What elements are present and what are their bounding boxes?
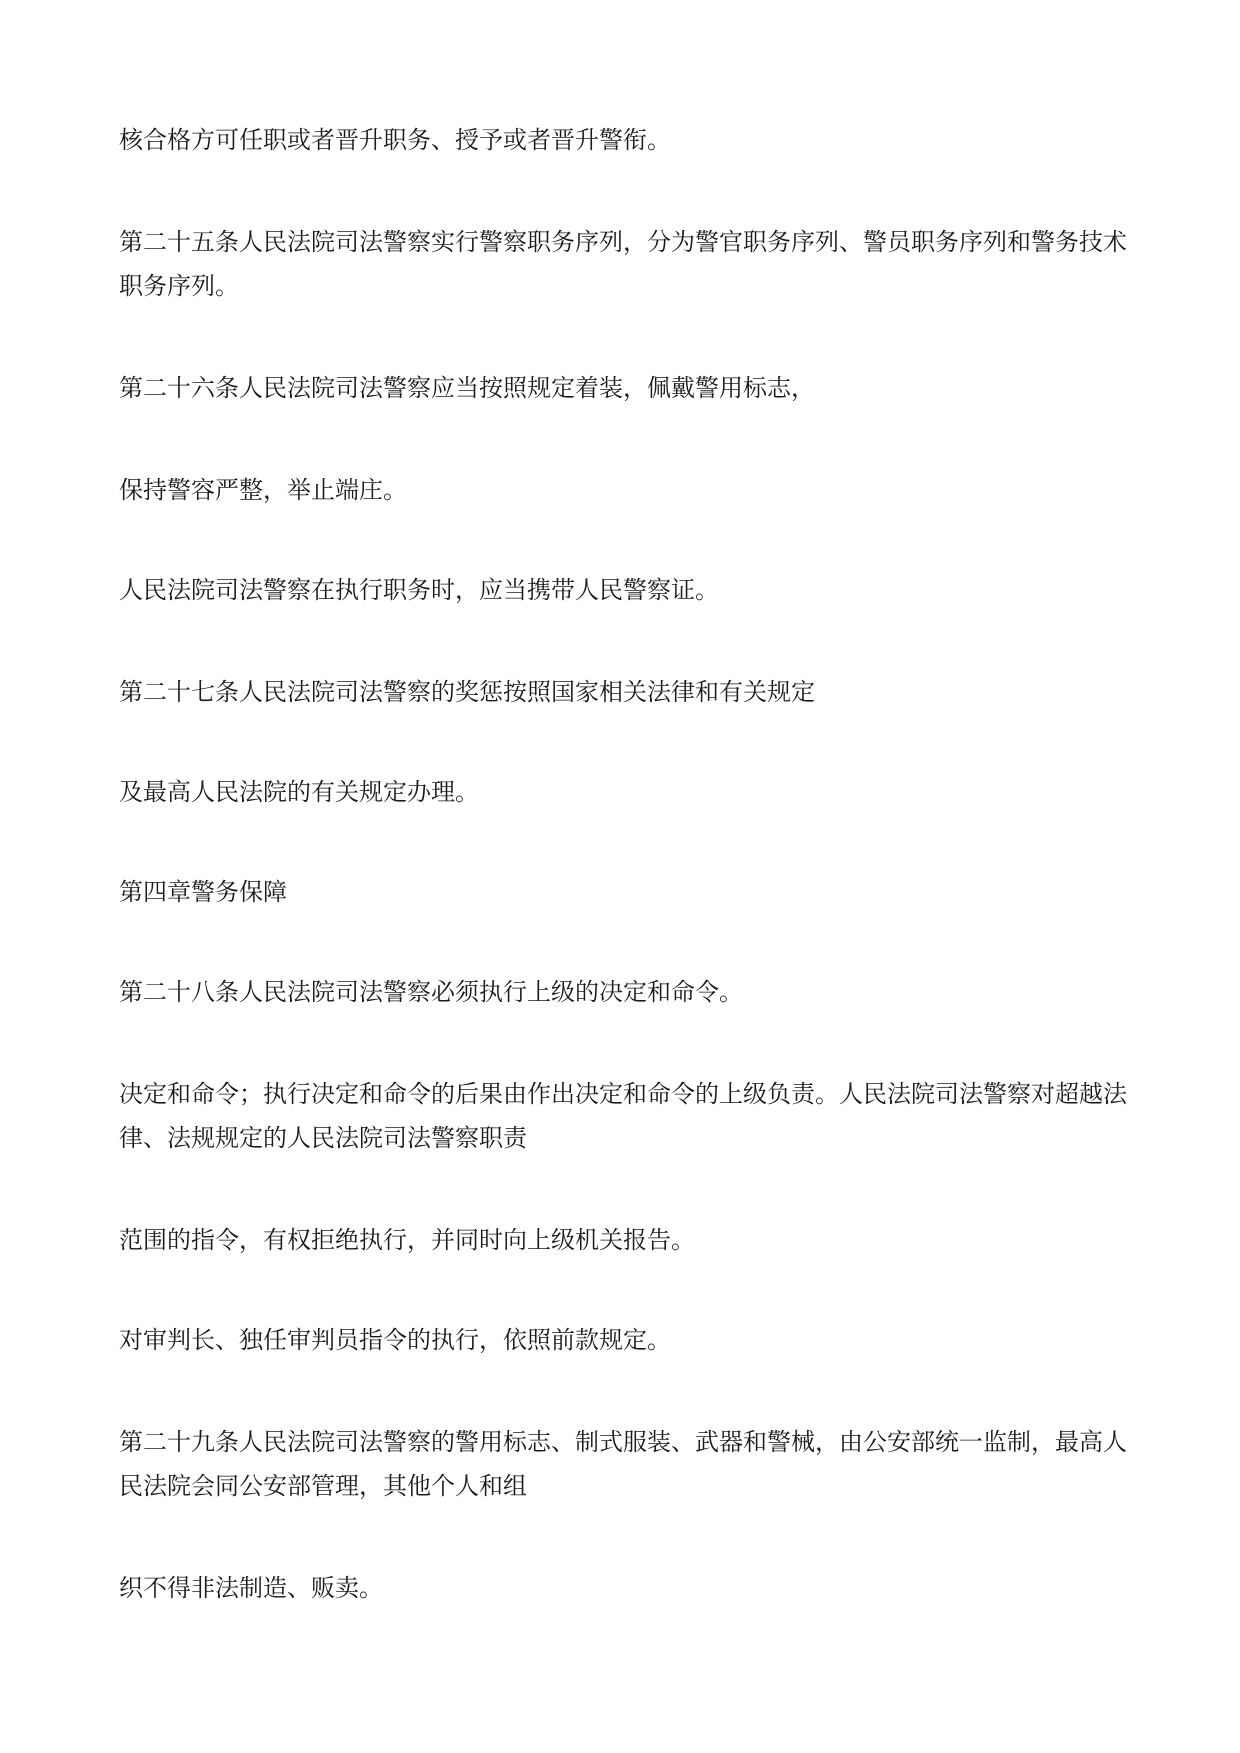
- chapter-heading: 第四章警务保障: [119, 878, 287, 906]
- paragraph-7: 及最高人民法院的有关规定办理。: [119, 778, 479, 806]
- paragraph-article-27: 第二十七条人民法院司法警察的奖惩按照国家相关法律和有关规定: [119, 678, 815, 706]
- paragraph-article-29: 第二十九条人民法院司法警察的警用标志、制式服装、武器和警械，由公安部统一监制，最高人民法院会同公安部管理，其他个人和组: [119, 1428, 1127, 1500]
- paragraph-article-25: 第二十五条人民法院司法警察实行警察职务序列，分为警官职务序列、警员职务序列和警务技术职务序列。: [119, 228, 1127, 300]
- paragraph-1: 核合格方可任职或者晋升职务、授予或者晋升警衔。: [119, 126, 671, 154]
- paragraph-12: 对审判长、独任审判员指令的执行，依照前款规定。: [119, 1326, 671, 1354]
- paragraph-5: 人民法院司法警察在执行职务时，应当携带人民警察证。: [119, 576, 719, 604]
- paragraph-11: 范围的指令，有权拒绝执行，并同时向上级机关报告。: [119, 1226, 695, 1254]
- paragraph-4: 保持警容严整，举止端庄。: [119, 476, 407, 504]
- paragraph-14: 织不得非法制造、贩卖。: [119, 1574, 383, 1602]
- paragraph-article-28: 第二十八条人民法院司法警察必须执行上级的决定和命令。: [119, 978, 743, 1006]
- paragraph-10: 决定和命令；执行决定和命令的后果由作出决定和命令的上级负责。人民法院司法警察对超越法律、法规规定的人民法院司法警察职责: [119, 1080, 1127, 1152]
- paragraph-article-26: 第二十六条人民法院司法警察应当按照规定着装，佩戴警用标志，: [119, 374, 815, 402]
